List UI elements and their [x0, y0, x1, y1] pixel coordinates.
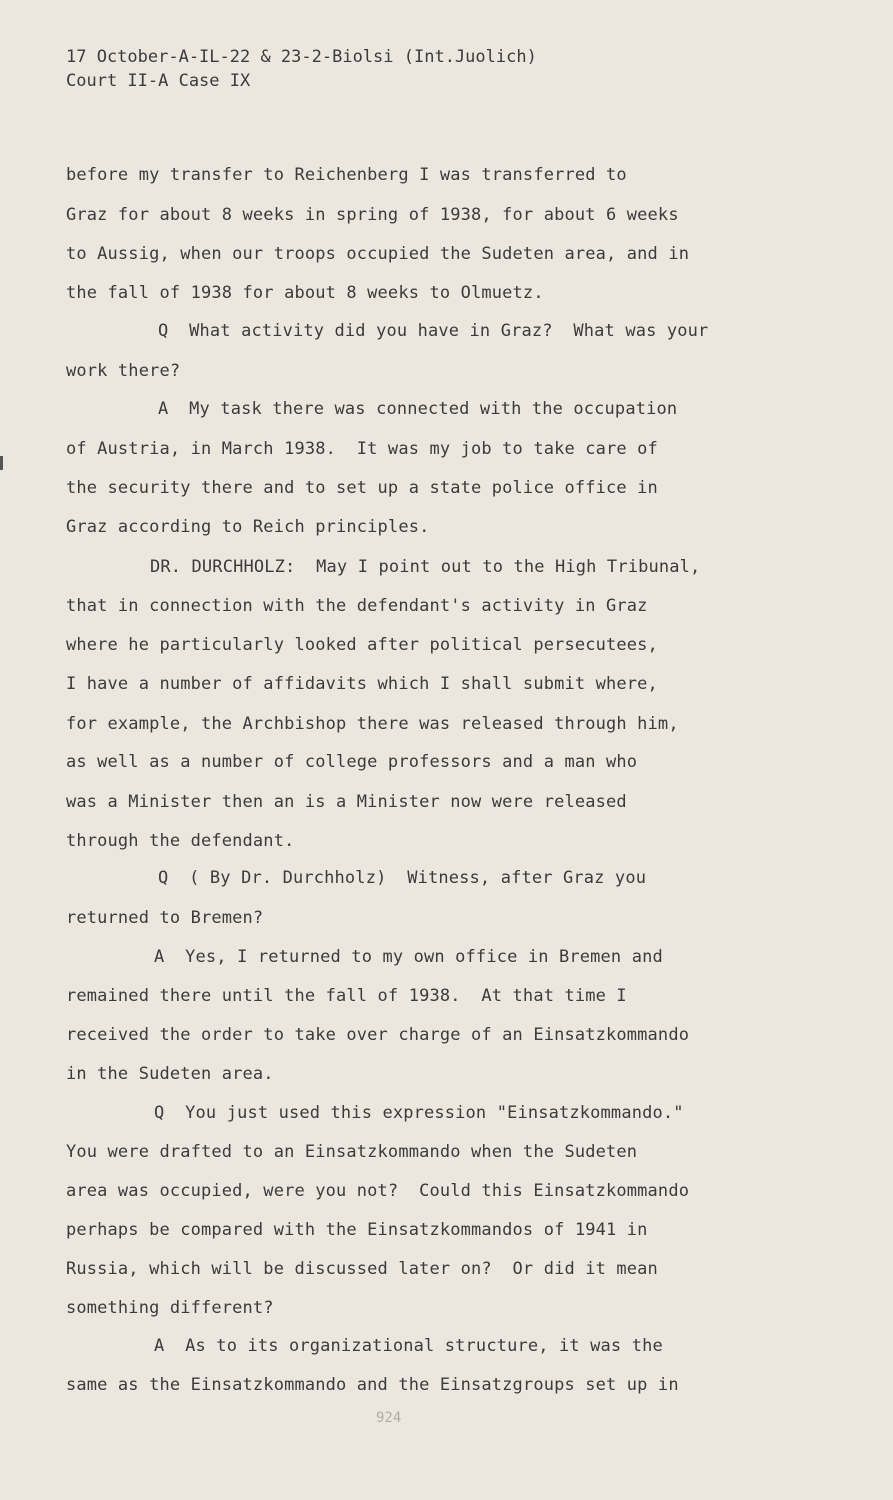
text-line: as well as a number of college professors and a man who: [66, 752, 638, 772]
binder-mark: [0, 456, 3, 470]
text-line: You were drafted to an Einsatzkommando when the Sudeten: [66, 1142, 638, 1162]
text-line: was a Minister then an is a Minister now were released: [66, 792, 627, 812]
text-line: Q ( By Dr. Durchholz) Witness, after Graz you: [158, 868, 647, 888]
header-line-2: Court II-A Case IX: [66, 71, 251, 91]
text-line: the fall of 1938 for about 8 weeks to Olmuetz.: [66, 283, 544, 303]
text-line: where he particularly looked after political persecutees,: [66, 635, 658, 655]
text-line: Russia, which will be discussed later on? Or did it mean: [66, 1259, 658, 1279]
text-line: area was occupied, were you not? Could this Einsatzkommando: [66, 1181, 690, 1201]
text-line: perhaps be compared with the Einsatzkommandos of 1941 in: [66, 1220, 648, 1240]
text-line: through the defendant.: [66, 831, 295, 851]
text-line: to Aussig, when our troops occupied the Sudeten area, and in: [66, 244, 690, 264]
text-line: Q What activity did you have in Graz? What was your: [158, 321, 709, 341]
text-line: in the Sudeten area.: [66, 1064, 274, 1084]
text-line: work there?: [66, 361, 181, 381]
text-line: for example, the Archbishop there was released through him,: [66, 714, 679, 734]
text-line: remained there until the fall of 1938. At that time I: [66, 986, 627, 1006]
text-line: of Austria, in March 1938. It was my job to take care of: [66, 439, 658, 459]
text-line: A As to its organizational structure, it was the: [154, 1336, 663, 1356]
text-line: A Yes, I returned to my own office in Bremen and: [154, 947, 663, 967]
text-line: DR. DURCHHOLZ: May I point out to the High Tribunal,: [150, 557, 701, 577]
text-line: Q You just used this expression "Einsatzkommando.": [154, 1103, 684, 1123]
text-line: I have a number of affidavits which I shall submit where,: [66, 674, 658, 694]
text-line: something different?: [66, 1298, 274, 1318]
header-line-1: 17 October-A-IL-22 & 23-2-Biolsi (Int.Juolich): [66, 47, 537, 67]
text-line: the security there and to set up a state police office in: [66, 478, 658, 498]
text-line: that in connection with the defendant's activity in Graz: [66, 596, 648, 616]
text-line: returned to Bremen?: [66, 908, 264, 928]
text-line: same as the Einsatzkommando and the Einsatzgroups set up in: [66, 1375, 679, 1395]
text-line: Graz for about 8 weeks in spring of 1938, for about 6 weeks: [66, 205, 679, 225]
text-line: Graz according to Reich principles.: [66, 517, 430, 537]
text-line: before my transfer to Reichenberg I was transferred to: [66, 165, 627, 185]
page-number: 924: [376, 1410, 402, 1426]
text-line: received the order to take over charge of an Einsatzkommando: [66, 1025, 690, 1045]
text-line: A My task there was connected with the occupation: [158, 399, 678, 419]
